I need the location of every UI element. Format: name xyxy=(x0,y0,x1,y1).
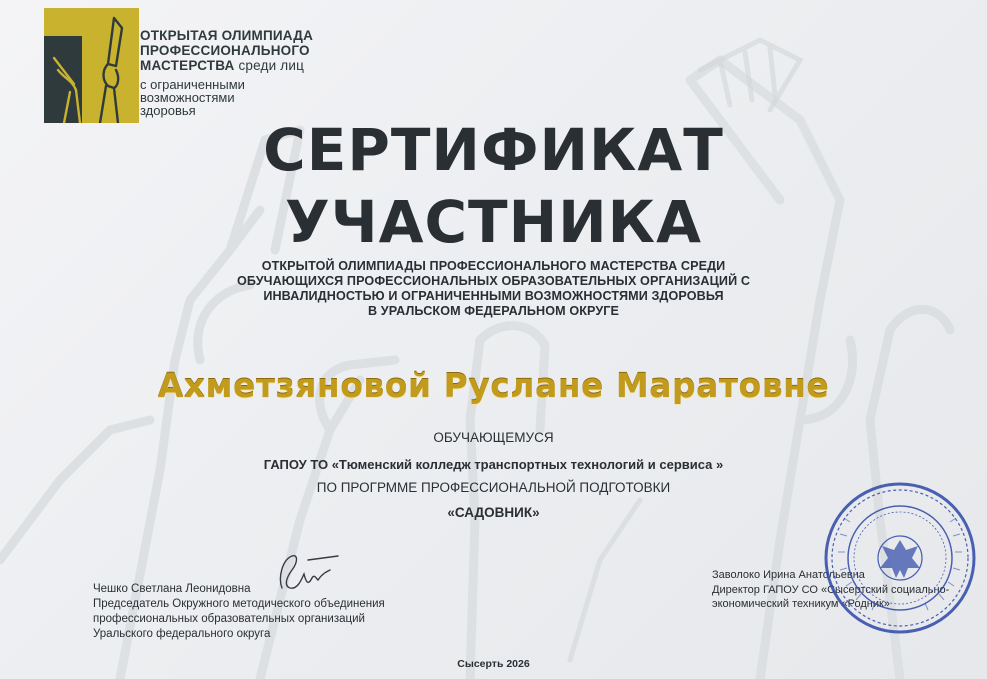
signatory-right-position-1: Директор ГАПОУ СО «Сысертский социально- xyxy=(712,583,950,596)
logo-title-line-1: ОТКРЫТАЯ ОЛИМПИАДА xyxy=(140,28,314,43)
logo-subtitle-line-1: с ограниченными xyxy=(140,77,245,92)
recipient-role: ОБУЧАЮЩЕМУСЯ xyxy=(433,430,554,445)
signatory-left-position-2: профессиональных образовательных организаций xyxy=(93,613,365,625)
logo-title-line-3 xyxy=(140,58,340,73)
signatory-left-name: Чешко Светлана Леонидовна xyxy=(93,583,251,595)
certificate-title-line-2: УЧАСТНИКА xyxy=(285,188,702,256)
logo-title-tail: среди лиц xyxy=(238,58,305,73)
signatory-left-position-3: Уральского федерального округа xyxy=(93,628,271,640)
logo-title xyxy=(140,28,340,73)
institution-name: ГАПОУ ТО «Тюменский колледж транспортных технологий и сервиса » xyxy=(263,457,724,472)
program-intro: ПО ПРОГРММЕ ПРОФЕССИОНАЛЬНОЙ ПОДГОТОВКИ xyxy=(316,480,671,495)
certificate-title-line-1: СЕРТИФИКАТ xyxy=(263,116,724,184)
recipient-name: Ахметзяновой Руслане Маратовне xyxy=(157,366,830,405)
certificate-subtitle xyxy=(200,259,787,319)
logo-subtitle xyxy=(140,78,310,117)
subtitle-line-1: ОТКРЫТОЙ ОЛИМПИАДЫ ПРОФЕССИОНАЛЬНОГО МАСТЕРСТВА СРЕДИ xyxy=(261,259,726,273)
handwritten-signature-icon xyxy=(268,548,348,598)
painting-hands-logo-icon xyxy=(44,8,139,123)
logo-title-line-2: ПРОФЕССИОНАЛЬНОГО xyxy=(140,43,310,58)
program-name: «САДОВНИК» xyxy=(447,505,540,520)
footer-place-year: Сысерть 2026 xyxy=(457,658,530,670)
signatory-right-position-2: экономический техникум «Родник» xyxy=(712,598,890,610)
subtitle-line-4: В УРАЛЬСКОМ ФЕДЕРАЛЬНОМ ОКРУГЕ xyxy=(367,304,620,318)
subtitle-line-2: ОБУЧАЮЩИХСЯ ПРОФЕССИОНАЛЬНЫХ ОБРАЗОВАТЕЛЬНЫХ ОРГАНИЗАЦИЙ С xyxy=(236,274,751,288)
subtitle-line-3: ИНВАЛИДНОСТЬЮ И ОГРАНИЧЕННЫМИ ВОЗМОЖНОСТЯМИ ЗДОРОВЬЯ xyxy=(263,289,724,303)
official-seal-icon xyxy=(820,478,980,638)
signatory-left-position-1: Председатель Окружного методического объединения xyxy=(93,598,385,610)
logo-subtitle-line-2: возможностями xyxy=(140,90,235,105)
signatory-left xyxy=(93,582,433,642)
signatory-right-name: Заволоко Ирина Анатольевна xyxy=(712,569,865,581)
logo-title-bold: МАСТЕРСТВА xyxy=(140,58,235,73)
logo-subtitle-line-3: здоровья xyxy=(140,103,196,118)
